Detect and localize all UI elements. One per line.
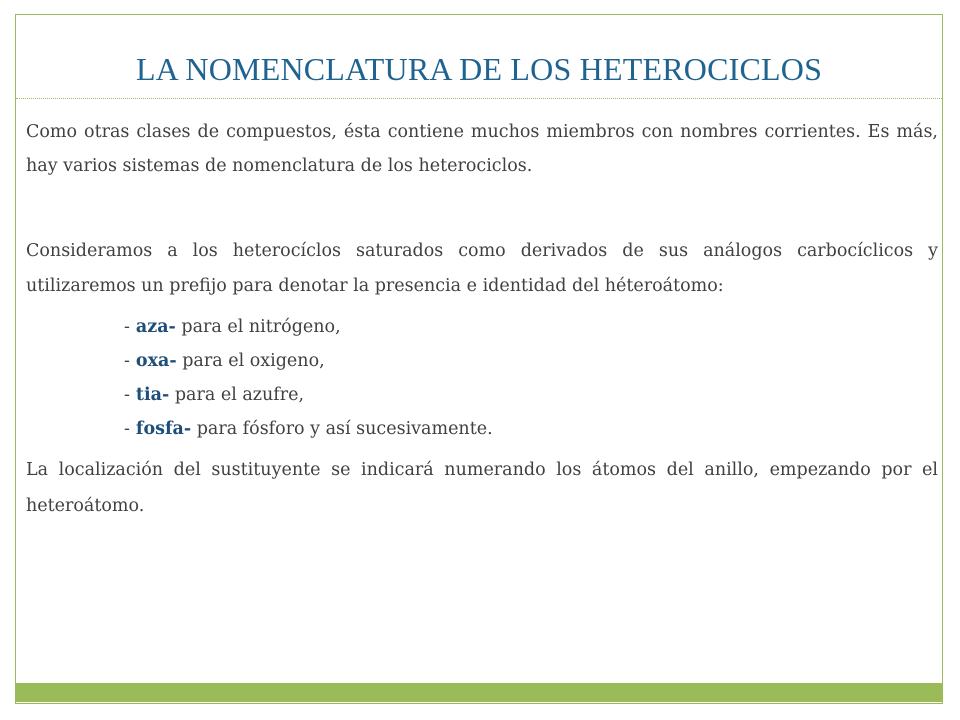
prefix-term: aza- bbox=[135, 317, 176, 337]
prefix-description: para el nitrógeno, bbox=[181, 317, 341, 337]
closing-paragraph: La localización del sustituyente se indicará numerando los átomos del anillo, empezando por el heteroátomo. bbox=[26, 460, 938, 516]
prefix-list bbox=[124, 310, 938, 446]
slide-body bbox=[26, 115, 938, 524]
prefix-term: fosfa- bbox=[135, 419, 192, 439]
prefix-term: tia- bbox=[135, 385, 170, 405]
method-paragraph: Consideramos a los heterocíclos saturados como derivados de sus análogos carbocíclicos y utilizaremos un prefijo para denotar la presencia e identidad del héteroátomo: bbox=[26, 241, 938, 296]
prefix-term: oxa- bbox=[135, 351, 177, 371]
list-dash: - bbox=[124, 385, 130, 405]
prefix-item-aza bbox=[124, 310, 938, 344]
footer-accent-bar bbox=[15, 683, 943, 702]
prefix-description: para el azufre, bbox=[174, 385, 305, 405]
intro-paragraph: Como otras clases de compuestos, ésta contiene muchos miembros con nombres corrientes. Es más, hay varios sistemas de nomenclatura de los heterociclos. bbox=[26, 122, 938, 176]
prefix-description: para fósforo y así sucesivamente. bbox=[196, 419, 493, 439]
slide-frame bbox=[15, 14, 943, 704]
prefix-description: para el oxigeno, bbox=[182, 351, 325, 371]
list-dash: - bbox=[124, 317, 130, 337]
list-dash: - bbox=[124, 419, 130, 439]
list-dash: - bbox=[124, 351, 130, 371]
prefix-item-oxa bbox=[124, 344, 938, 378]
prefix-item-fosfa bbox=[124, 412, 938, 446]
slide-title: LA NOMENCLATURA DE LOS HETEROCICLOS bbox=[135, 51, 823, 87]
title-divider bbox=[16, 98, 942, 99]
prefix-item-tia bbox=[124, 378, 938, 412]
